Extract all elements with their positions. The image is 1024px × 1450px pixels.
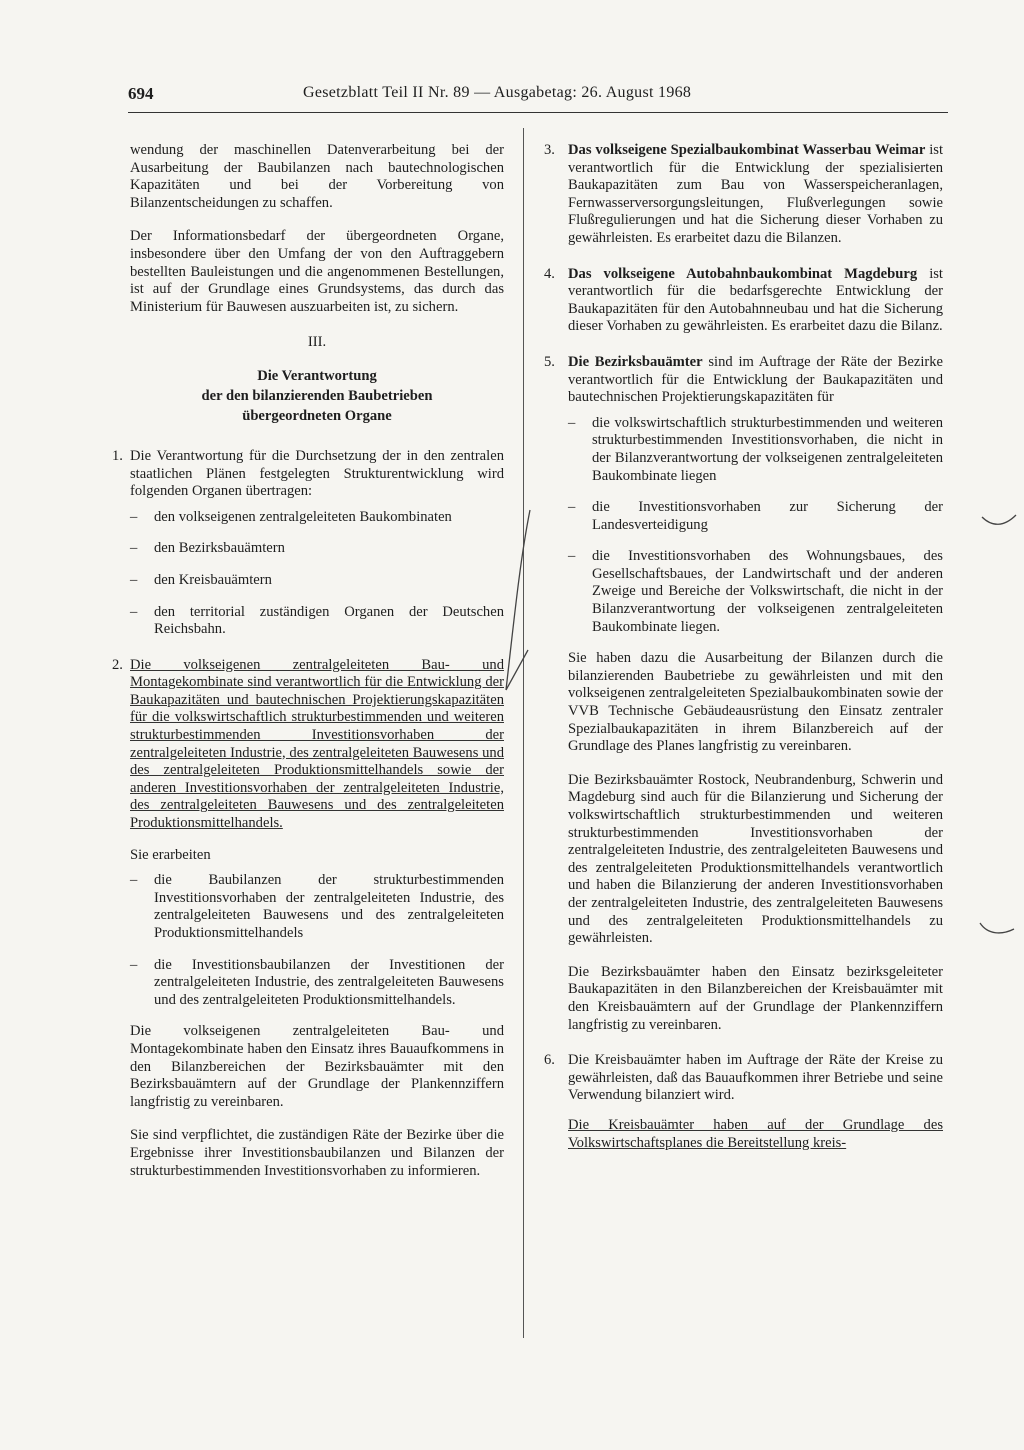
item-text-underlined: Die volkseigenen zentralgeleiteten Bau- und Montagekombinate sind verantwortlich für die Entwicklung der Baukapazitäten und bautechnischen Projektierungskapazitäten für die volkswirtschaftlich strukturbestimmenden und weiteren strukturbestimmenden Investitionsvorhaben der zentralgeleiteten Industrie, des zentralgeleiteten Bauwesens und des zentralgeleiteten Produktionsmittelhandels sowie der anderen Investitionsvorhaben der zentralgeleiteten Industrie, des zentralgeleiteten Bauwesens und des zentralgeleiteten Produktionsmittelhandels. xyxy=(130,656,504,832)
header-rule xyxy=(128,112,948,113)
paragraph: Der Informationsbedarf der übergeordneten Organe, insbesondere über den Umfang der von den Auftraggebern bestellten Bauleistungen und die angenommenen Bestellungen, ist auf der Grundlage eines Grundsystems, das durch das Ministerium für Bauwesen auszuarbeiten ist, zu sichern. xyxy=(130,228,504,315)
dash-list xyxy=(568,415,943,637)
paragraph: Die volkseigenen zentralgeleiteten Bau- und Montagekombinate haben den Einsatz ihres Bauaufkommens in den Bilanzbereichen der Bezirksbauämter mit den Bezirksbauämtern auf der Grundlage der Plankennziffern langfristig zu vereinbaren. xyxy=(130,1023,504,1110)
item-bold-lead: Die Bezirksbauämter xyxy=(568,353,703,370)
paragraph: wendung der maschinellen Datenverarbeitung bei der Ausarbeitung der Baubilanzen nach bautechnologischen Kapazitäten und bei der Vorbereitung von Bilanzentscheidungen zu schaffen. xyxy=(130,142,504,211)
list-item: – die Baubilanzen der strukturbestimmenden Investitionsvorhaben der zentralgeleiteten Industrie, des zentralgeleiteten Bauwesens und des zentralgeleiteten Produktionsmittelhandels xyxy=(130,872,504,941)
sub-intro: Sie erarbeiten xyxy=(130,846,211,863)
item-number: 1. xyxy=(112,447,123,464)
list-item: – den Kreisbauämtern xyxy=(130,571,272,588)
pen-mark-icon xyxy=(980,505,1020,535)
item-text: Die Verantwortung für die Durchsetzung der in den zentralen staatlichen Plänen festgelegten Strukturentwicklung wird folgenden Organen übertragen: xyxy=(130,447,504,500)
paragraph: Sie haben dazu die Ausarbeitung der Bilanzen durch die bilanzierenden Baubetriebe zu gewährleisten und mit den volkseigenen zentralgeleiteten Spezialbaukombinaten sowie der VVB Technische Gebäudeausrüstung den Einsatz zentraler Spezialbaukapazitäten in ihrem Bilanzbereich auf der Grundlage des Planes langfristig zu vereinbaren. xyxy=(568,650,943,755)
item-number: 2. xyxy=(112,656,123,673)
item-text: Das volkseigene Autobahnbaukombinat Magdeburg ist verantwortlich für die bedarfsgerechte Entwicklung der Baukapazitäten für den Autobahnneubau und hat die Sicherung dieser Vorhaben zu gewährleisten. Es erarbeitet dazu die Bilanz. xyxy=(568,265,943,335)
item-number: 3. xyxy=(544,142,555,158)
numbered-item-1 xyxy=(112,447,504,639)
list-item: – den territorial zuständigen Organen der Deutschen Reichsbahn. xyxy=(130,603,504,638)
paragraph: Sie sind verpflichtet, die zuständigen Räte der Bezirke über die Ergebnisse ihrer Investitionsbaubilanzen und Bilanzen der strukturbestimmenden Investitionsvorhaben zu informieren. xyxy=(130,1127,504,1179)
item-number: 5. xyxy=(544,353,555,370)
section-heading xyxy=(130,366,504,426)
dash-list xyxy=(130,509,504,639)
section-heading-line: übergeordneten Organe xyxy=(242,407,392,424)
item-text: Die Kreisbauämter haben im Auftrage der Räte der Kreise zu gewährleisten, daß das Bauaufkommen ihrer Betriebe und seine Verwendung bilanziert wird. xyxy=(568,1052,943,1104)
numbered-item-4 xyxy=(544,265,943,336)
page-header xyxy=(128,82,948,112)
section-heading-line: Die Verantwortung xyxy=(257,367,377,384)
list-item: – den volkseigenen zentralgeleiteten Baukombinaten xyxy=(130,508,452,525)
item-text: Die Bezirksbauämter sind im Auftrage der Räte der Bezirke verantwortlich für die Entwicklung der Baukapazitäten und bautechnischen Projektierungskapazitäten für xyxy=(568,353,944,406)
section-number: III. xyxy=(307,334,327,351)
page-number: 694 xyxy=(128,84,154,103)
paragraph-underlined: Die Kreisbauämter haben auf der Grundlage des Volkswirtschaftsplanes die Bereitstellung kreis- xyxy=(568,1116,943,1151)
item-bold-lead: Das volkseigene Autobahnbaukombinat Magdeburg xyxy=(568,265,918,282)
column-divider xyxy=(523,128,524,1338)
right-column xyxy=(544,142,944,1170)
paragraph: Die Bezirksbauämter Rostock, Neubrandenburg, Schwerin und Magdeburg sind auch für die Bilanzierung und Sicherung der volkswirtschaftlich strukturbestimmenden und weiteren strukturbestimmenden Investitionsvorhaben der zentralgeleiteten Industrie, des zentralgeleiteten Bauwesens und des zentralgeleiteten Produktionsmittelhandels verantwortlich und haben die Bilanzierung der anderen Investitionsvorhaben der zentralgeleiteten Industrie, des zentralgeleiteten Bauwesens und des zentralgeleiteten Produktionsmittelhandels zu gewährleisten. xyxy=(568,771,943,947)
numbered-item-5 xyxy=(544,353,944,1034)
item-number: 6. xyxy=(544,1052,555,1069)
pen-mark-icon xyxy=(500,500,540,700)
paragraph: Die Bezirksbauämter haben den Einsatz bezirksgeleiteter Baukapazitäten in den Bilanzbereichen der Kreisbauämter mit den Kreisbauämtern auf der Grundlage der Plankennziffern langfristig zu vereinbaren. xyxy=(568,963,943,1033)
item-text: Das volkseigene Spezialbaukombinat Wasserbau Weimar ist verantwortlich für die Entwicklung der spezialisierten Baukapazitäten zum Bau von Wasserspeicheranlagen, Fernwasserversorgungsleitungen, Flußverlegungen sowie Flußregulierungen und hat die Sicherung dieser Vorhaben zu gewährleisten. Es erarbeitet dazu die Bilanzen. xyxy=(568,142,943,246)
item-bold-lead: Das volkseigene Spezialbaukombinat Wasserbau Weimar xyxy=(568,142,926,158)
numbered-item-2 xyxy=(112,656,504,1180)
item-number: 4. xyxy=(544,265,555,282)
list-item: – die Investitionsbaubilanzen der Investitionen der zentralgeleiteten Industrie, des zentralgeleiteten Bauwesens und des zentralgeleiteten Produktionsmittelhandels. xyxy=(130,956,504,1008)
left-column xyxy=(112,142,504,1198)
numbered-item-3 xyxy=(544,142,943,248)
list-item: – den Bezirksbauämtern xyxy=(130,540,285,557)
list-item: – die Investitionsvorhaben des Wohnungsbaues, des Gesellschaftsbaues, der Landwirtschaft und der anderen Zweige und Bereiche der Volkswirtschaft, die nicht in der Bilanzverantwortung der volkseigenen zentralgeleiteten Baukombinate liegen. xyxy=(568,548,943,635)
dash-list xyxy=(130,872,504,1009)
list-item: – die Investitionsvorhaben zur Sicherung der Landesverteidigung xyxy=(568,499,943,533)
pen-mark-icon xyxy=(978,915,1018,945)
running-title: Gesetzblatt Teil II Nr. 89 — Ausgabetag: 26. August 1968 xyxy=(303,84,692,101)
numbered-item-6 xyxy=(544,1052,943,1152)
list-item: – die volkswirtschaftlich strukturbestimmenden und weiteren strukturbestimmenden Investitionsvorhaben, die nicht in der Bilanzverantwortung der volkseigenen zentralgeleiteten Baukombinate liegen xyxy=(568,414,943,484)
section-heading-line: der den bilanzierenden Baubetrieben xyxy=(201,387,433,404)
